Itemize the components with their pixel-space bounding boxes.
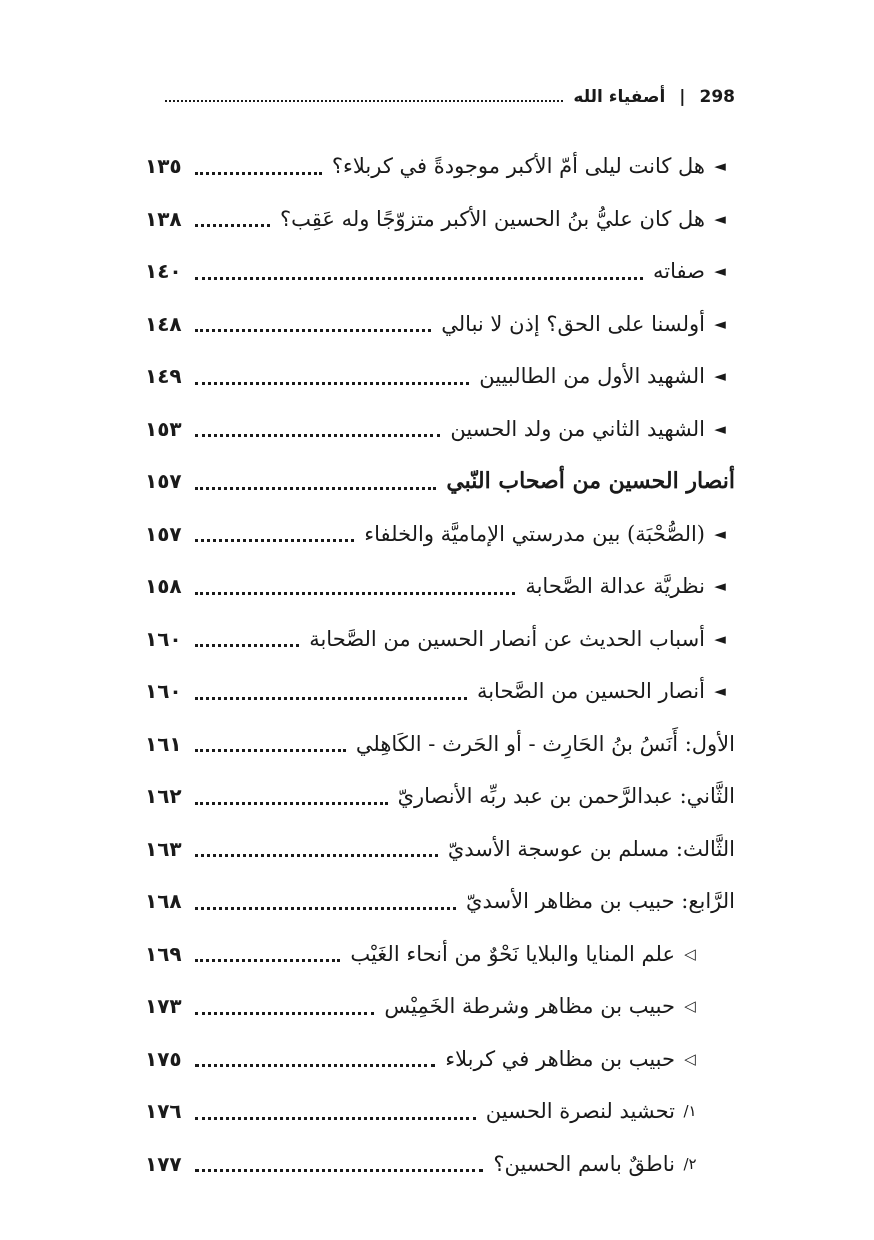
toc-page-number: ١٣٨ <box>145 206 182 231</box>
bullet-arrow-icon: ◄ <box>714 209 726 228</box>
toc-entry <box>145 193 735 246</box>
toc-page-number: ١٥٧ <box>145 521 182 546</box>
toc-page-number: ١٦٩ <box>145 941 182 966</box>
toc-entry-title: أنصار الحسين من أصحاب النّبي <box>446 468 735 495</box>
leader-dots <box>195 1062 435 1067</box>
toc-entry-title: الثَّالث: مسلم بن عوسجة الأسديّ <box>447 836 735 861</box>
toc-entry-title: ناطقٌ باسم الحسين؟ <box>493 1151 675 1176</box>
bullet-arrow-icon: ◄ <box>714 262 726 281</box>
toc-page-number: ١٧٣ <box>145 994 182 1019</box>
bullet-arrow-icon: ◄ <box>714 682 726 701</box>
leader-dots <box>195 852 438 857</box>
toc-entry-title: هل كان عليُّ بنُ الحسين الأكبر متزوّجًا وله عَقِب؟ <box>279 206 705 231</box>
toc-page-number: ١٦٠ <box>145 626 182 651</box>
running-header <box>155 82 735 112</box>
toc-page-number: ١٦١ <box>145 731 182 756</box>
toc-entry <box>145 665 735 718</box>
toc-entry <box>145 1138 735 1191</box>
bullet-arrow-icon: ◄ <box>714 314 726 333</box>
toc-entry <box>145 875 735 928</box>
leader-dots <box>195 485 436 490</box>
bullet-arrow-icon: ◄ <box>714 577 726 596</box>
toc-page-number: ١٤٨ <box>145 311 182 336</box>
toc-page-number: ١٧٥ <box>145 1046 182 1071</box>
toc-entry-title: الرَّابع: حبيب بن مظاهر الأسديّ <box>466 889 735 914</box>
toc-entry-title: حبيب بن مظاهر في كربلاء <box>445 1046 675 1071</box>
toc-entry <box>145 928 735 981</box>
toc-entry <box>145 350 735 403</box>
leader-dots <box>195 380 469 385</box>
toc-entry <box>145 403 735 456</box>
leader-dots <box>195 642 299 647</box>
leader-dots <box>195 1167 483 1172</box>
toc-entry <box>145 508 735 561</box>
book-title: أصفياء الله <box>573 87 666 107</box>
toc-entry-title: الأول: أَنَسُ بنُ الحَارِث - أو الحَرث - الكَاهِلي <box>355 731 735 756</box>
bullet-arrow-icon: ◄ <box>714 629 726 648</box>
header-separator: | <box>679 87 686 107</box>
leader-dots <box>195 747 346 752</box>
leader-dots <box>195 1010 374 1015</box>
toc-entry-title: الثَّاني: عبدالرَّحمن بن عبد ربِّه الأنصاريّ <box>397 784 735 809</box>
bullet-arrow-icon: ◄ <box>714 367 726 386</box>
toc-entry-title: أسباب الحديث عن أنصار الحسين من الصَّحابة <box>309 626 705 651</box>
leader-dots <box>195 905 456 910</box>
toc-page-number: ١٣٥ <box>145 154 182 179</box>
toc-page-number: ١٥٧ <box>145 469 182 494</box>
toc-entry <box>145 140 735 193</box>
toc-entry <box>145 245 735 298</box>
table-of-contents <box>145 140 735 1190</box>
toc-entry-title: الشهيد الأول من الطالبيين <box>479 364 705 389</box>
leader-dots <box>195 590 515 595</box>
toc-page-number: ١٧٦ <box>145 1099 182 1124</box>
toc-page-number: ١٤٩ <box>145 364 182 389</box>
entry-number: ١/ <box>683 1102 697 1121</box>
toc-entry <box>145 823 735 876</box>
toc-entry <box>145 980 735 1033</box>
toc-entry-title: الشهيد الثاني من ولد الحسين <box>450 416 705 441</box>
bullet-arrow-icon: ◄ <box>714 157 726 176</box>
bullet-arrow-icon: ◄ <box>714 524 726 543</box>
toc-page-number: ١٦٠ <box>145 679 182 704</box>
toc-page-number: ١٦٣ <box>145 836 182 861</box>
toc-entry-title: علم المنايا والبلايا نَحْوٌ من أنحاء الغَيْب <box>350 941 675 966</box>
toc-page-number: ١٥٨ <box>145 574 182 599</box>
hollow-arrow-icon: ◁ <box>684 944 696 963</box>
hollow-arrow-icon: ◁ <box>684 997 696 1016</box>
toc-entry-title: تحشيد لنصرة الحسين <box>485 1099 675 1124</box>
toc-entry-title: أولسنا على الحق؟ إذن لا نبالي <box>441 311 705 336</box>
hollow-arrow-icon: ◁ <box>684 1049 696 1068</box>
leader-dots <box>195 695 467 700</box>
toc-page-number: ١٦٨ <box>145 889 182 914</box>
entry-number: ٢/ <box>683 1154 697 1173</box>
toc-entry <box>145 770 735 823</box>
leader-dots <box>195 222 270 227</box>
toc-page-number: ١٦٢ <box>145 784 182 809</box>
toc-entry <box>145 1085 735 1138</box>
toc-entry <box>145 560 735 613</box>
toc-entry <box>145 718 735 771</box>
bullet-arrow-icon: ◄ <box>714 419 726 438</box>
leader-dots <box>195 170 322 175</box>
page-number: 298 <box>699 87 735 107</box>
toc-page-number: ١٤٠ <box>145 259 182 284</box>
leader-dots <box>195 275 643 280</box>
leader-dots <box>195 1115 476 1120</box>
toc-entry-title: أنصار الحسين من الصَّحابة <box>476 679 705 704</box>
toc-page-number: ١٥٣ <box>145 416 182 441</box>
header-leader-dots <box>165 98 563 102</box>
leader-dots <box>195 537 354 542</box>
leader-dots <box>195 957 340 962</box>
toc-page-number: ١٧٧ <box>145 1151 182 1176</box>
leader-dots <box>195 432 440 437</box>
leader-dots <box>195 327 431 332</box>
toc-entry-title: هل كانت ليلى أمّ الأكبر موجودةً في كربلاء؟ <box>331 154 705 179</box>
toc-entry <box>145 1033 735 1086</box>
toc-entry <box>145 613 735 666</box>
toc-entry-title: (الصُّحْبَة) بين مدرستي الإماميَّة والخلفاء <box>364 521 705 546</box>
leader-dots <box>195 800 388 805</box>
toc-entry-title: صفاته <box>653 259 705 284</box>
toc-entry-title: نظريَّة عدالة الصَّحابة <box>525 574 705 599</box>
toc-section-heading <box>145 455 735 508</box>
toc-entry <box>145 298 735 351</box>
toc-entry-title: حبيب بن مظاهر وشرطة الخَمِيْس <box>384 994 675 1019</box>
